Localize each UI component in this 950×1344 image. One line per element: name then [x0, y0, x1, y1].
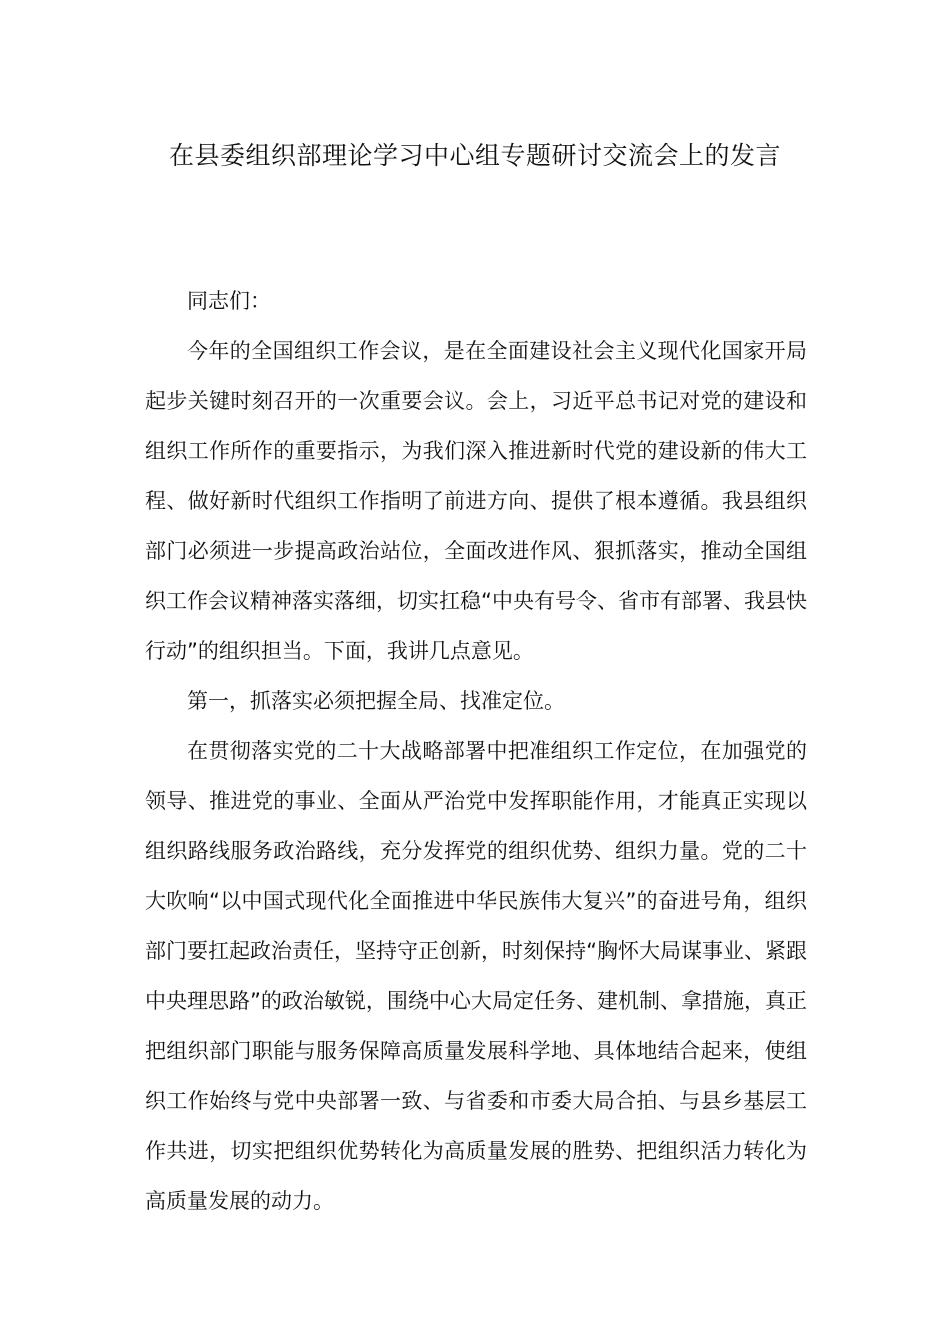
section-heading-1: 第一，抓落实必须把握全局、找准定位。 [187, 689, 565, 713]
salutation: 同志们： [187, 289, 271, 313]
paragraph-section-1: 在贯彻落实党的二十大战略部署中把准组织工作定位，在加强党的领导、推进党的事业、全面从严治党中发挥职能作用，才能真正实现以组织路线服务政治路线，充分发挥党的组织优势、组织力量。党的二十大吹响“以中国式现代化全面推进中华民族伟大复兴”的奋进号角，组织部门要扛起政治责任，坚持守正创新，时刻保持“胸怀大局谋事业、紧跟中央理思路”的政治敏锐，围绕中心大局定任务、建机制、拿措施，真正把组织部门职能与服务保障高质量发展科学地、具体地结合起来，使组织工作始终与党中央部署一致、与省委和市委大局合拍、与县乡基层工作共进，切实把组织优势转化为高质量发展的胜势、把组织活力转化为高质量发展的动力。 [145, 739, 807, 1213]
document-body [145, 276, 807, 1226]
document-title: 在县委组织部理论学习中心组专题研讨交流会上的发言 [168, 141, 781, 170]
paragraph-intro: 今年的全国组织工作会议，是在全面建设社会主义现代化国家开局起步关键时刻召开的一次重要会议。会上，习近平总书记对党的建设和组织工作所作的重要指示，为我们深入推进新时代党的建设新的伟大工程、做好新时代组织工作指明了前进方向、提供了根本遵循。我县组织部门必须进一步提高政治站位，全面改进作风、狠抓落实，推动全国组织工作会议精神落实落细，切实扛稳“中央有号令、省市有部署、我县快行动”的组织担当。下面，我讲几点意见。 [145, 339, 807, 663]
